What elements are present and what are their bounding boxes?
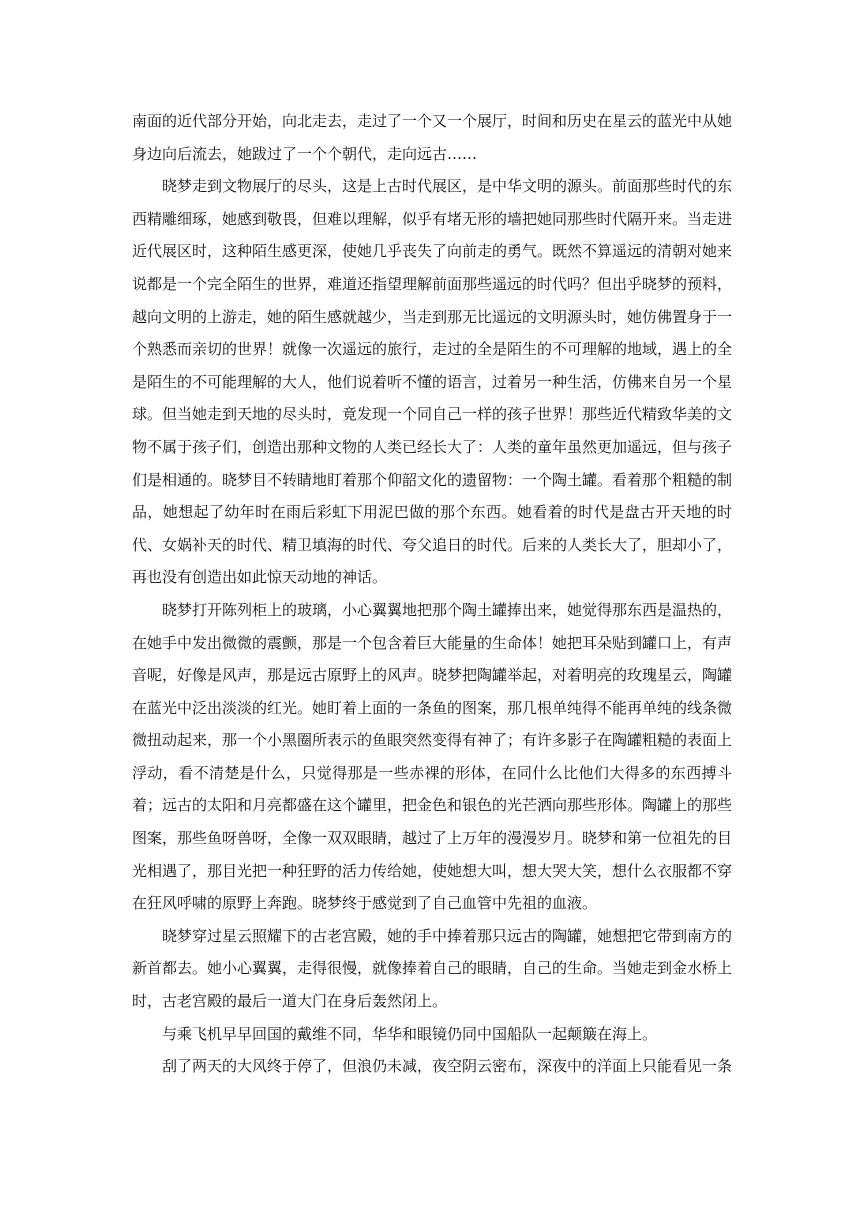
paragraph-clay-pot: 晓梦打开陈列柜上的玻璃，小心翼翼地把那个陶土罐捧出来，她觉得那东西是温热的，在她手中发出微微的震颤，那是一个包含着巨大能量的生命体！她把耳朵贴到罐口上，有声音呢，好像是风声，那是远古原野上的风声。晓梦把陶罐举起，对着明亮的玫瑰星云，陶罐在蓝光中泛出淡淡的红光。她盯着上面的一条鱼的图案，那几根单纯得不能再单纯的线条微微扭动起来，那一个小黑圈所表示的鱼眼突然变得有神了；有许多影子在陶罐粗糙的表面上浮动，看不清楚是什么，只觉得那是一些赤裸的形体，在同什么比他们大得多的东西搏斗着；远古的太阳和月亮都盛在这个罐里，把金色和银色的光芒洒向那些形体。陶罐上的那些图案，那些鱼呀兽呀，全像一双双眼睛，越过了上万年的漫漫岁月。晓梦和第一位祖先的目光相遇了，那目光把一种狂野的活力传给她，使她想大叫，想大哭大笑，想什么衣服都不穿在狂风呼啸的原野上奔跑。晓梦终于感觉到了自己血管中先祖的血液。 xyxy=(132,600,733,913)
paragraph-ancient-exhibit: 晓梦走到文物展厅的尽头，这是上古时代展区，是中华文明的源头。前面那些时代的东西精雕细琢，她感到敬畏，但难以理解，似乎有堵无形的墙把她同那些时代隔开来。当走进近代展区时，这种陌生感更深，使她几乎丧失了向前走的勇气。既然不算遥远的清朝对她来说都是一个完全陌生的世界，难道还指望理解前面那些遥远的时代吗？但出乎晓梦的预料，越向文明的上游走，她的陌生感就越少，当走到那无比遥远的文明源头时，她仿佛置身于一个熟悉而亲切的世界！就像一次遥远的旅行，走过的全是陌生的不可理解的地域，遇上的全是陌生的不可能理解的大人，他们说着听不懂的语言，过着另一种生活，仿佛来自另一个星球。但当她走到天地的尽头时，竟发现一个同自己一样的孩子世界！那些近代精致华美的文物不属于孩子们，创造出那种文物的人类已经长大了：人类的童年虽然更加遥远，但与孩子们是相通的。晓梦目不转睛地盯着那个仰韶文化的遗留物：一个陶土罐。看着那个粗糙的制品，她想起了幼年时在雨后彩虹下用泥巴做的那个东西。她看着的时代是盘古开天地的时代、女娲补天的时代、精卫填海的时代、夸父追日的时代。后来的人类长大了，胆却小了，再也没有创造出如此惊天动地的神话。 xyxy=(132,177,733,587)
article-body xyxy=(132,105,732,1083)
paragraph-storm: 刮了两天的大风终于停了，但浪仍未减，夜空阴云密布，深夜中的洋面上只能看见一条 xyxy=(162,1057,733,1076)
paragraph-continuation: 南面的近代部分开始，向北走去，走过了一个又一个展厅，时间和历史在星云的蓝光中从她身边向后流去，她跋过了一个个朝代，走向远古…… xyxy=(132,112,733,163)
paragraph-palace: 晓梦穿过星云照耀下的古老宫殿，她的手中捧着那只远古的陶罐，她想把它带到南方的新首都去。她小心翼翼，走得很慢，就像捧着自己的眼睛，自己的生命。当她走到金水桥上时，古老宫殿的最后一道大门在身后轰然闭上。 xyxy=(132,926,733,1011)
paragraph-fleet: 与乘飞机早早回国的戴维不同，华华和眼镜仍同中国船队一起颠簸在海上。 xyxy=(162,1024,658,1043)
